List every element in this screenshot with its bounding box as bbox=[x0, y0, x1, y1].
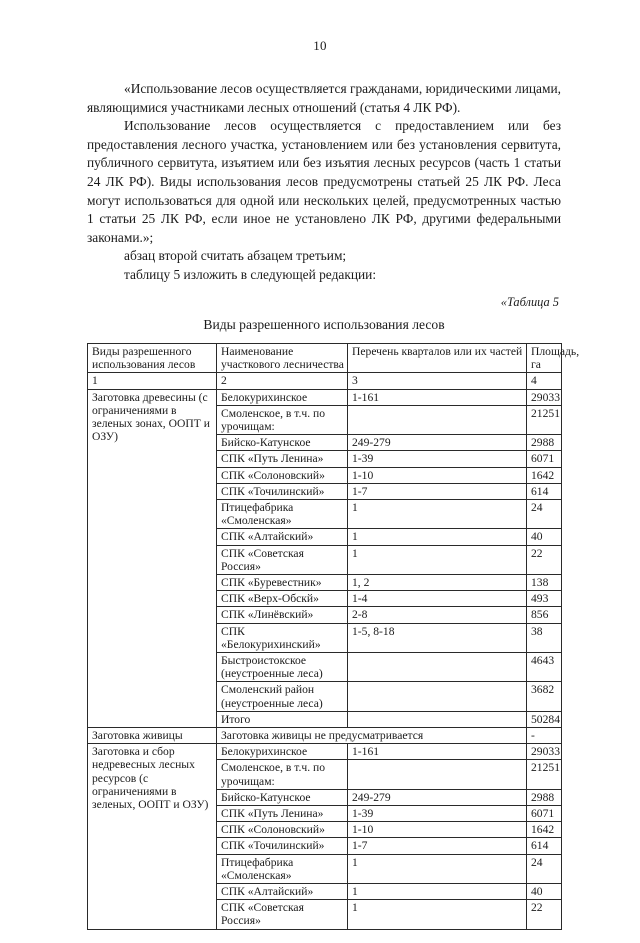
cell-forestry-name: СПК «Точилинский» bbox=[217, 483, 348, 499]
cell-area: 1642 bbox=[527, 467, 562, 483]
cell-forestry-name: СПК «Алтайский» bbox=[217, 884, 348, 900]
cell-quarters bbox=[348, 405, 527, 434]
cell-forestry-name: Смоленское, в т.ч. по урочищам: bbox=[217, 405, 348, 434]
cell-quarters bbox=[348, 760, 527, 789]
cell-area: 38 bbox=[527, 623, 562, 652]
cell-area: 3682 bbox=[527, 682, 562, 711]
cell-forestry-name: СПК «Точилинский» bbox=[217, 838, 348, 854]
cell-forestry-name: Птицефабрика «Смоленская» bbox=[217, 499, 348, 528]
cell-area: 29033 bbox=[527, 389, 562, 405]
cell-area: 40 bbox=[527, 529, 562, 545]
body-paragraph-2: Использование лесов осуществляется с предоставлением или без предоставления лесного участка, установлением или без установления сервитута, публичного сервитута, изъятием или без изъятия лесных ресурсов (часть 1 статьи 24 ЛК РФ). Виды использования лесов предусмотрены статьей 25 ЛК РФ. Леса могут использоваться для одной или нескольких целей, предусмотренных частью 1 статьи 25 ЛК РФ, если иное не установлено ЛК РФ, другими федеральными законами.»; bbox=[87, 118, 561, 245]
cell-area: 29033 bbox=[527, 744, 562, 760]
column-number-4: 4 bbox=[527, 373, 562, 389]
cell-forestry-name: СПК «Верх-Обскй» bbox=[217, 591, 348, 607]
cell-area: 2988 bbox=[527, 435, 562, 451]
cell-area: 50284 bbox=[527, 711, 562, 727]
cell-quarters: 1 bbox=[348, 529, 527, 545]
table-title: Виды разрешенного использования лесов bbox=[203, 316, 445, 332]
cell-forestry-name: СПК «Солоновский» bbox=[217, 467, 348, 483]
sub-line-2: таблицу 5 изложить в следующей редакции: bbox=[124, 266, 377, 282]
table-row bbox=[88, 744, 562, 760]
cell-forestry-name: СПК «Белокурихинский» bbox=[217, 623, 348, 652]
cell-area: 22 bbox=[527, 545, 562, 574]
cell-forestry-name: СПК «Солоновский» bbox=[217, 822, 348, 838]
cell-forestry-name: Итого bbox=[217, 711, 348, 727]
cell-forestry-name: Быстроистокское (неустроенные леса) bbox=[217, 653, 348, 682]
cell-quarters: 249-279 bbox=[348, 435, 527, 451]
cell-area: 40 bbox=[527, 884, 562, 900]
cell-forestry-name: СПК «Советская Россия» bbox=[217, 900, 348, 929]
cell-forestry-name: Белокурихинское bbox=[217, 389, 348, 405]
cell-quarters bbox=[348, 682, 527, 711]
cell-area: 138 bbox=[527, 574, 562, 590]
column-header-forestry-name: Наименование участкового лесничества bbox=[217, 343, 348, 373]
cell-quarters: 2-8 bbox=[348, 607, 527, 623]
cell-forestry-name: Смоленский район (неустроенные леса) bbox=[217, 682, 348, 711]
cell-quarters: 1-39 bbox=[348, 806, 527, 822]
page-number: 10 bbox=[313, 38, 327, 53]
table-header bbox=[88, 343, 580, 389]
cell-quarters: 1-7 bbox=[348, 483, 527, 499]
sub-line-1: абзац второй считать абзацем третьим; bbox=[124, 248, 347, 264]
cell-quarters: 1, 2 bbox=[348, 574, 527, 590]
cell-use-type: Заготовка и сбор недревесных лесных ресурсов (с ограничениями в зеленых, ООПТ и ОЗУ) bbox=[88, 744, 217, 929]
cell-quarters: 1-10 bbox=[348, 822, 527, 838]
cell-area: 6071 bbox=[527, 451, 562, 467]
cell-quarters: 1-4 bbox=[348, 591, 527, 607]
table-column-numbers-row bbox=[88, 373, 562, 389]
cell-area: 21251 bbox=[527, 760, 562, 789]
cell-area: 21251 bbox=[527, 405, 562, 434]
cell-area: 614 bbox=[527, 483, 562, 499]
cell-quarters: 1-161 bbox=[348, 744, 527, 760]
cell-area: 1642 bbox=[527, 822, 562, 838]
cell-use-type: Заготовка древесины (с ограничениями в зеленых зонах, ООПТ и ОЗУ) bbox=[88, 389, 217, 727]
cell-area: 24 bbox=[527, 854, 562, 883]
cell-forestry-name: Бийско-Катунское bbox=[217, 435, 348, 451]
cell-area: 493 bbox=[527, 591, 562, 607]
cell-forestry-name: СПК «Алтайский» bbox=[217, 529, 348, 545]
cell-area: 24 bbox=[527, 499, 562, 528]
cell-forestry-name: СПК «Буревестник» bbox=[217, 574, 348, 590]
column-header-area: Площадь, га bbox=[527, 343, 562, 373]
cell-quarters bbox=[348, 711, 527, 727]
cell-forestry-name: СПК «Путь Ленина» bbox=[217, 451, 348, 467]
cell-forestry-name: СПК «Линёвский» bbox=[217, 607, 348, 623]
cell-quarters: 1 bbox=[348, 854, 527, 883]
column-number-1: 1 bbox=[88, 373, 217, 389]
cell-quarters: 1 bbox=[348, 884, 527, 900]
cell-quarters: 1-161 bbox=[348, 389, 527, 405]
cell-area: - bbox=[527, 728, 562, 744]
cell-area: 6071 bbox=[527, 806, 562, 822]
table-row bbox=[88, 728, 562, 744]
permitted-forest-use-table bbox=[87, 343, 580, 930]
table-header-row bbox=[88, 343, 562, 373]
cell-quarters: 1-39 bbox=[348, 451, 527, 467]
column-number-2: 2 bbox=[217, 373, 348, 389]
cell-quarters: 1 bbox=[348, 900, 527, 929]
cell-quarters: 249-279 bbox=[348, 789, 527, 805]
cell-area: 614 bbox=[527, 838, 562, 854]
table-label: «Таблица 5 bbox=[500, 294, 559, 309]
cell-forestry-name: Белокурихинское bbox=[217, 744, 348, 760]
document-page bbox=[0, 38, 640, 943]
cell-quarters: 1-5, 8-18 bbox=[348, 623, 527, 652]
cell-forestry-name: Птицефабрика «Смоленская» bbox=[217, 854, 348, 883]
cell-area: 22 bbox=[527, 900, 562, 929]
column-header-quarters: Перечень кварталов или их частей bbox=[348, 343, 527, 373]
cell-forestry-name: Смоленское, в т.ч. по урочищам: bbox=[217, 760, 348, 789]
cell-area: 4643 bbox=[527, 653, 562, 682]
cell-area: 856 bbox=[527, 607, 562, 623]
cell-quarters: 1 bbox=[348, 499, 527, 528]
cell-quarters: 1 bbox=[348, 545, 527, 574]
cell-quarters bbox=[348, 653, 527, 682]
cell-forestry-name: СПК «Советская Россия» bbox=[217, 545, 348, 574]
cell-use-type: Заготовка живицы bbox=[88, 728, 217, 744]
cell-forestry-name: СПК «Путь Ленина» bbox=[217, 806, 348, 822]
cell-merged-note: Заготовка живицы не предусматривается bbox=[217, 728, 527, 744]
table-row bbox=[88, 389, 562, 405]
body-paragraph-1: «Использование лесов осуществляется гражданами, юридическими лицами, являющимися участниками лесных отношений (статья 4 ЛК РФ). bbox=[87, 81, 561, 115]
document-content bbox=[87, 80, 580, 930]
column-number-3: 3 bbox=[348, 373, 527, 389]
cell-quarters: 1-10 bbox=[348, 467, 527, 483]
column-header-use-types: Виды разрешенного использования лесов bbox=[88, 343, 217, 373]
cell-forestry-name: Бийско-Катунское bbox=[217, 789, 348, 805]
table-body bbox=[88, 389, 562, 929]
cell-quarters: 1-7 bbox=[348, 838, 527, 854]
cell-area: 2988 bbox=[527, 789, 562, 805]
